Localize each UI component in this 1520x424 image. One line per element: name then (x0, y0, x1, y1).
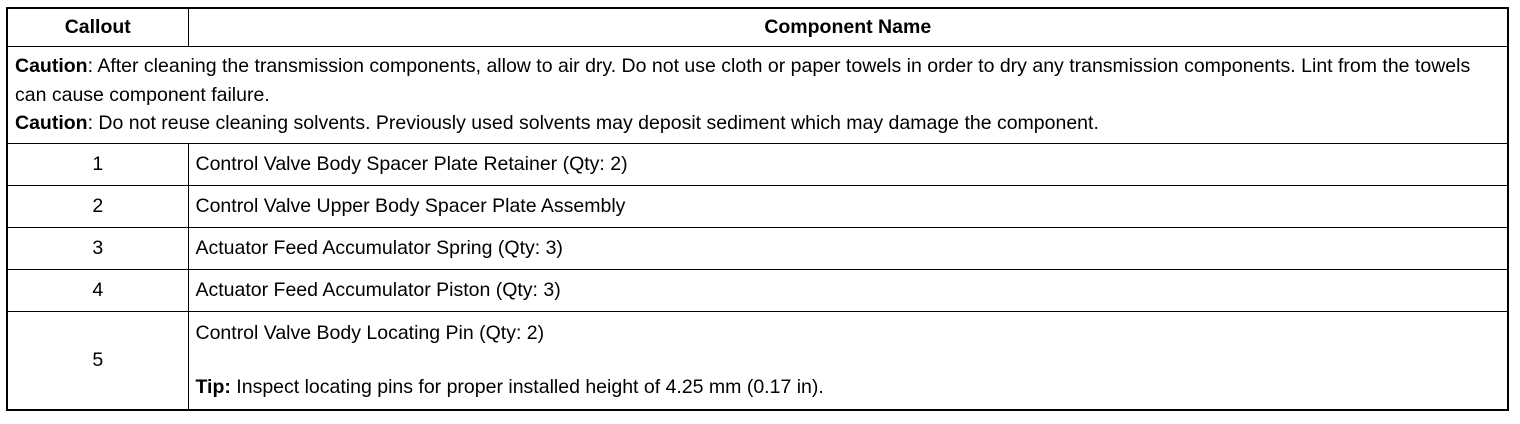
callout-number: 1 (7, 143, 188, 185)
component-name: Actuator Feed Accumulator Piston (Qty: 3) (188, 269, 1508, 311)
header-callout: Callout (7, 8, 188, 47)
callout-number: 5 (7, 311, 188, 410)
caution-cell (7, 47, 1508, 144)
component-name: Actuator Feed Accumulator Spring (Qty: 3) (188, 227, 1508, 269)
tip-note (196, 374, 1501, 401)
table-row (7, 269, 1508, 311)
callout-number: 4 (7, 269, 188, 311)
caution-2 (15, 109, 1500, 138)
component-table (6, 7, 1509, 411)
caution-text: : Do not reuse cleaning solvents. Previously used solvents may deposit sediment which may damage the component. (87, 112, 1099, 134)
caution-label: Caution (15, 55, 88, 77)
callout-number: 3 (7, 227, 188, 269)
callout-number: 2 (7, 185, 188, 227)
table-row (7, 311, 1508, 410)
table-row (7, 185, 1508, 227)
table-row (7, 227, 1508, 269)
component-name: Control Valve Upper Body Spacer Plate Assembly (188, 185, 1508, 227)
table-row (7, 143, 1508, 185)
caution-label: Caution (15, 112, 88, 134)
document-page (6, 7, 1507, 411)
spacer (196, 347, 1501, 374)
caution-1 (15, 52, 1500, 109)
component-name: Control Valve Body Spacer Plate Retainer (Qty: 2) (188, 143, 1508, 185)
tip-text: Inspect locating pins for proper installed height of 4.25 mm (0.17 in). (230, 375, 824, 398)
component-name-with-tip (188, 311, 1508, 410)
caution-row (7, 47, 1508, 144)
component-name: Control Valve Body Locating Pin (Qty: 2) (195, 321, 545, 344)
header-component-name: Component Name (188, 8, 1508, 47)
tip-label: Tip: (195, 375, 231, 398)
table-header-row (7, 8, 1508, 47)
caution-text: : After cleaning the transmission components, allow to air dry. Do not use cloth or paper towels in order to dry any transmission components. Lint from the towels can cause component failure. (15, 55, 1471, 106)
